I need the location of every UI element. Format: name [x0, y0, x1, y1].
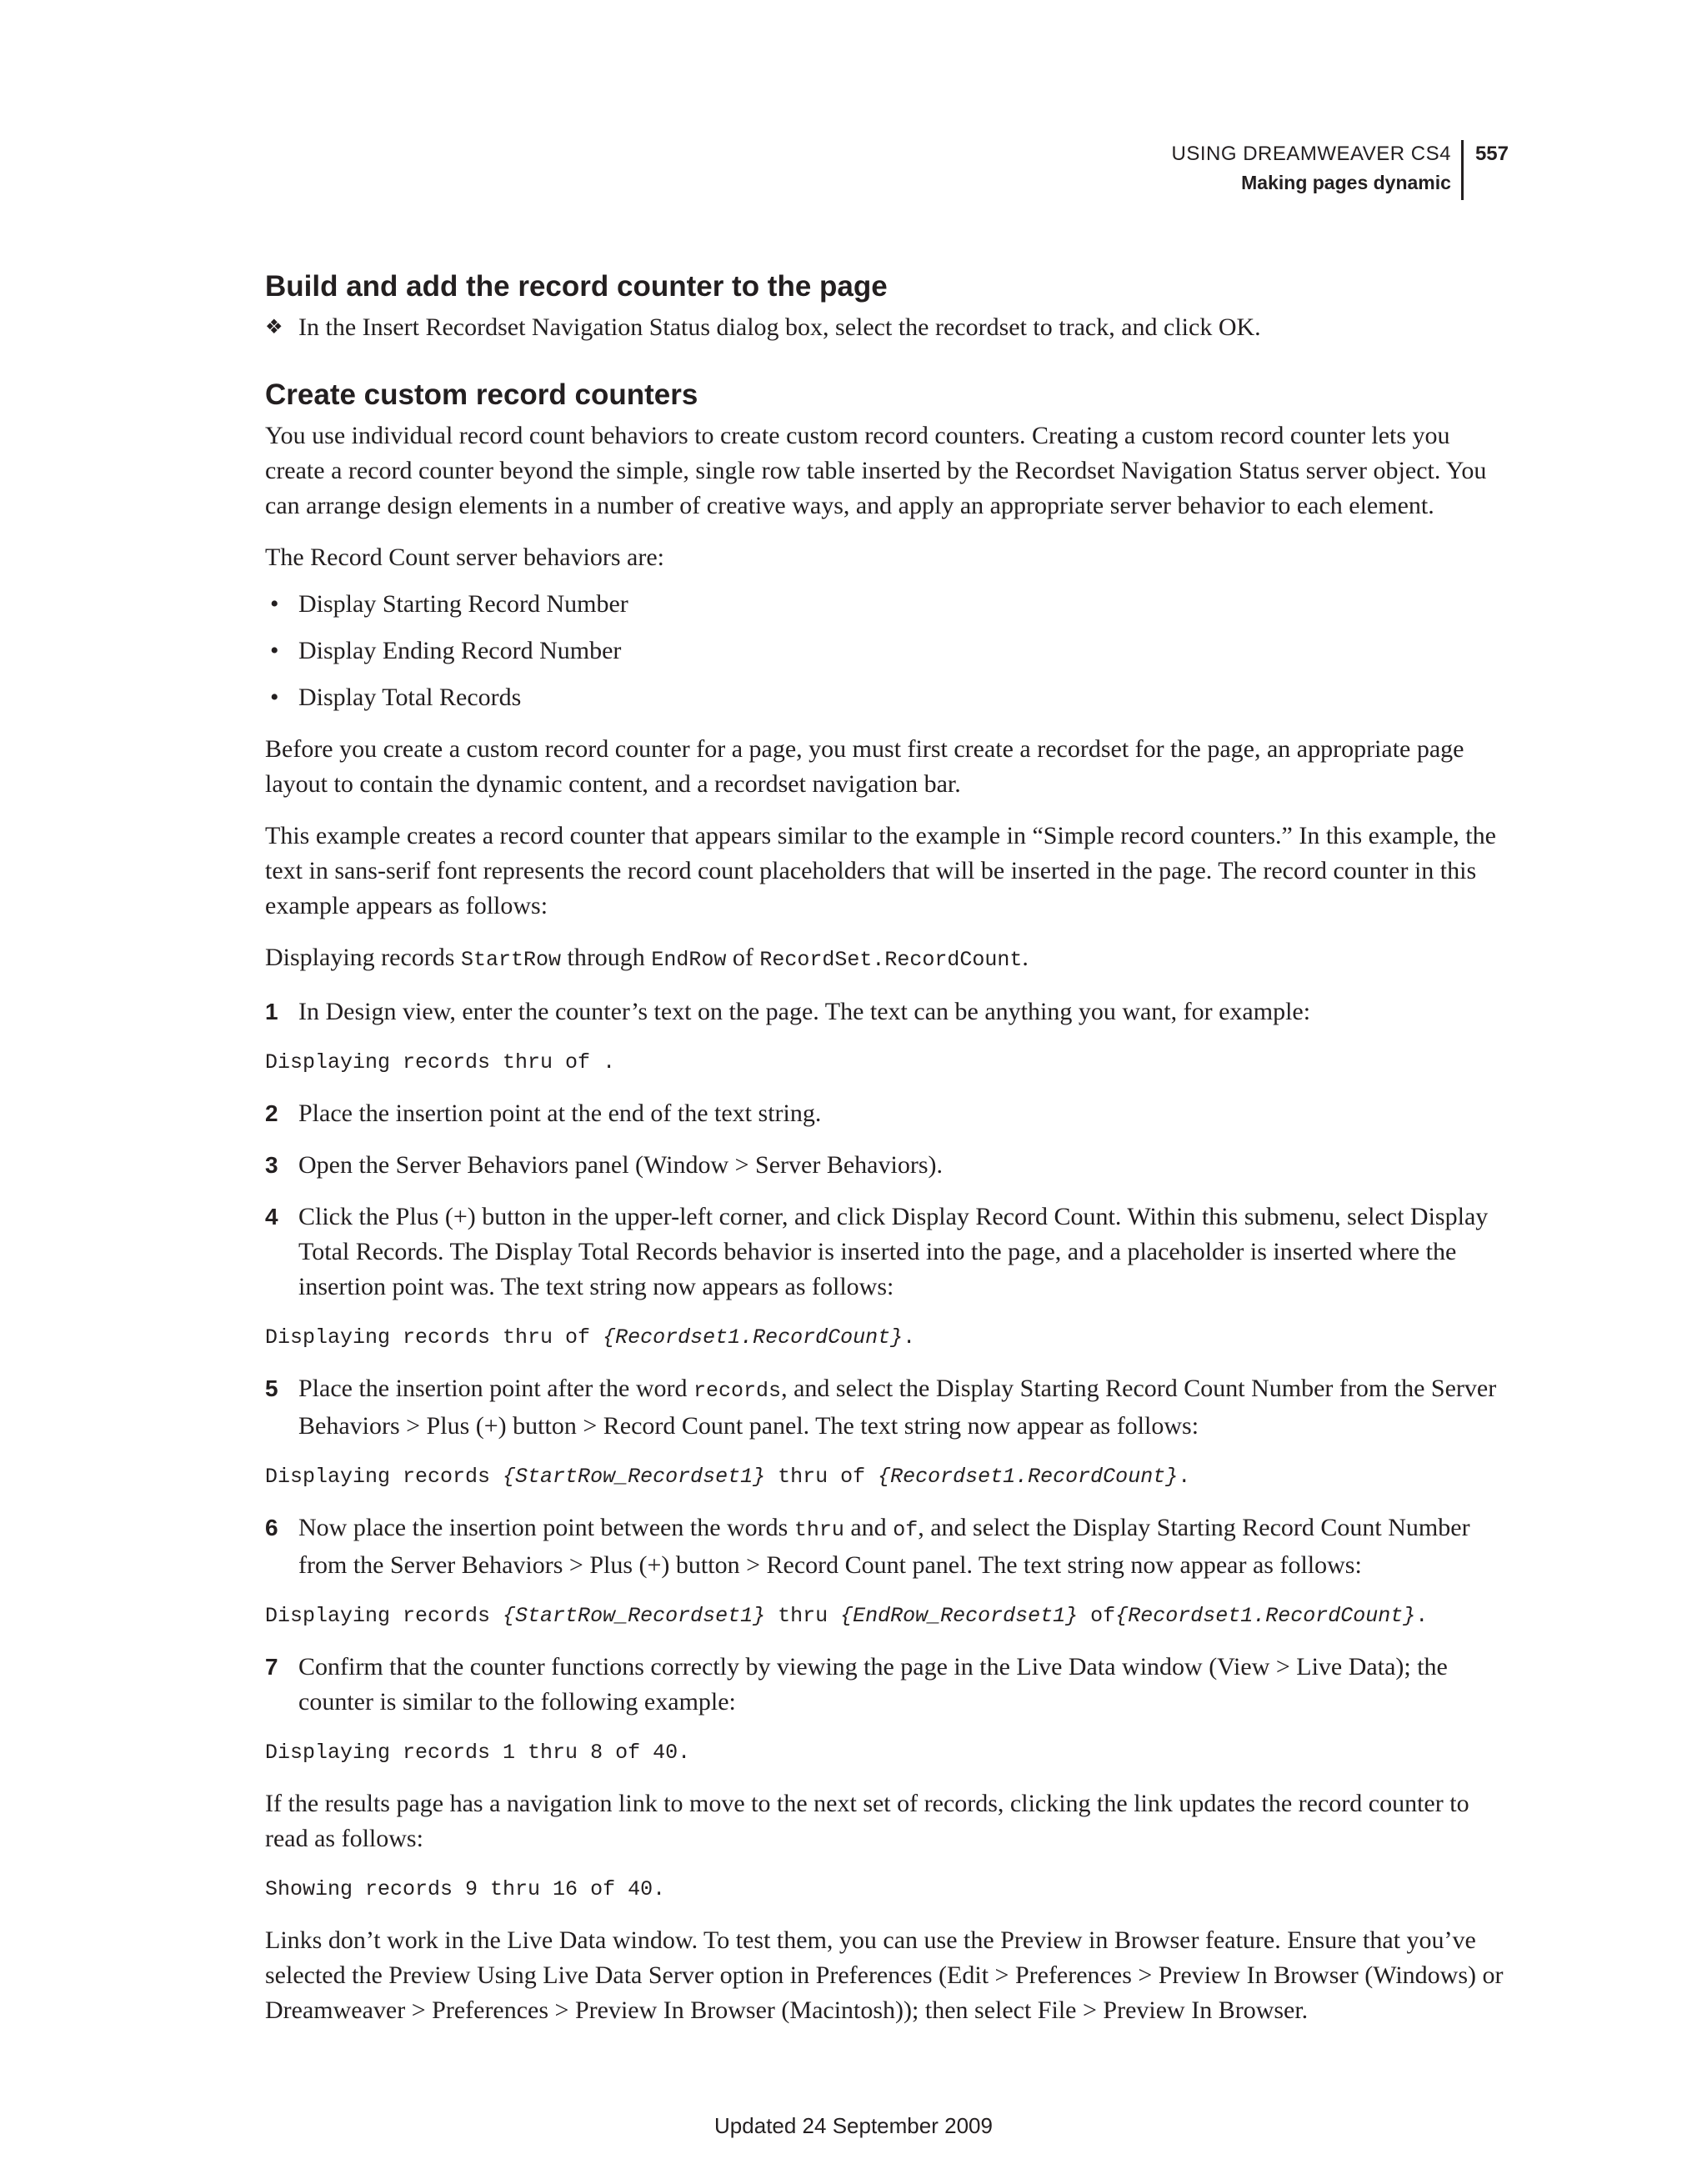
step-number: 3 [265, 1152, 278, 1178]
procedure-bullet [265, 310, 1507, 345]
code-example-results: Showing records 9 thru 16 of 40. [265, 1877, 666, 1901]
placeholder-text: {StartRow_Recordset1} [503, 1604, 766, 1628]
inline-code: StartRow [460, 948, 561, 972]
before-paragraph: Before you create a custom record counter for a page, you must first create a recordset for the page, an appropriate page layout to contain the dynamic content, and a recordset navigation bar. [265, 735, 1464, 798]
step-text: In Design view, enter the counter’s text on the page. The text can be anything you want, for example: [298, 998, 1311, 1025]
book-title: USING DREAMWEAVER CS4 [1171, 143, 1451, 165]
example-paragraph: This example creates a record counter that appears similar to the example in “Simple record counters.” In this example, the text in sans-serif font represents the record count placeholders that will be inserted in the page. The record counter in this example appears as follows: [265, 822, 1496, 919]
step-number: 7 [265, 1654, 278, 1680]
list-item: • Display Ending Record Number [265, 634, 1507, 669]
step-number: 4 [265, 1204, 278, 1230]
display-line: Displaying records StartRow through EndRow of RecordSet.RecordCount. [265, 944, 1029, 972]
step-text: Open the Server Behaviors panel (Window > Server Behaviors). [298, 1151, 943, 1179]
inline-code: RecordSet.RecordCount [759, 948, 1023, 972]
code-example-1: Displaying records thru of . [265, 1050, 616, 1074]
placeholder-text: {Recordset1.RecordCount} [878, 1465, 1179, 1489]
step-number: 6 [265, 1515, 278, 1540]
step-3 [265, 1148, 1507, 1183]
step-6 [265, 1510, 1507, 1583]
diamond-bullet-icon: ❖ [265, 317, 283, 338]
step-number: 2 [265, 1100, 278, 1126]
inline-code: thru [793, 1518, 844, 1542]
step-1 [265, 994, 1507, 1029]
behaviors-list [265, 587, 1507, 715]
step-text: Place the insertion point after the word records, and select the Display Starting Record Count Number from the Server Behaviors > Plus (+) button > Record Count panel. The text string now appear as follows: [298, 1375, 1497, 1440]
step-4 [265, 1200, 1507, 1305]
intro-paragraph: You use individual record count behaviors to create custom record counters. Creating a custom record counter lets you create a record counter beyond the simple, single row table inserted by the Recordset Navigation Status server object. You can arrange design elements in a number of creative ways, and apply an appropriate server behavior to each element. [265, 422, 1487, 519]
inline-code: records [693, 1379, 782, 1403]
inline-code: of [893, 1518, 919, 1542]
page-footer: Updated 24 September 2009 [714, 2113, 993, 2138]
bullet-icon: • [270, 637, 279, 664]
inline-code: EndRow [651, 948, 727, 972]
code-example-7: Displaying records 1 thru 8 of 40. [265, 1741, 691, 1765]
list-item: • Display Starting Record Number [265, 587, 1507, 622]
running-header [1172, 140, 1509, 200]
step-2 [265, 1096, 1507, 1131]
procedure-text: In the Insert Recordset Navigation Status dialog box, select the recordset to track, and click OK. [298, 313, 1261, 341]
code-example-4: Displaying records thru of {Recordset1.RecordCount}. [265, 1325, 916, 1350]
bullet-icon: • [270, 684, 279, 711]
results-paragraph: If the results page has a navigation link to move to the next set of records, clicking the link updates the record counter to read as follows: [265, 1790, 1469, 1852]
step-text: Place the insertion point at the end of the text string. [298, 1100, 822, 1127]
section-heading-build: Build and add the record counter to the page [265, 270, 888, 303]
code-example-5: Displaying records {StartRow_Recordset1} thru of {Recordset1.RecordCount}. [265, 1465, 1191, 1489]
section-heading-custom: Create custom record counters [265, 378, 698, 411]
step-text: Now place the insertion point between the words thru and of, and select the Display Starting Record Count Number from the Server Behaviors > Plus (+) button > Record Count panel. The text string now appear as follows: [298, 1514, 1470, 1579]
placeholder-text: {EndRow_Recordset1} [840, 1604, 1079, 1628]
code-example-6: Displaying records {StartRow_Recordset1} thru {EndRow_Recordset1} of{Recordset1.RecordCount}. [265, 1604, 1429, 1628]
step-5 [265, 1371, 1507, 1444]
chapter-title: Making pages dynamic [1241, 172, 1451, 193]
list-item: • Display Total Records [265, 680, 1507, 715]
step-number: 5 [265, 1375, 278, 1401]
page-content [265, 267, 1507, 2028]
step-7 [265, 1650, 1507, 1720]
links-paragraph: Links don’t work in the Live Data window. To test them, you can use the Preview in Browser feature. Ensure that you’ve selected the Preview Using Live Data Server option in Preferences (Edit > Preferences > Preview In Browser (Windows) or Dreamweaver > Preferences > Preview In Browser (Macintosh)); then select File > Preview In Browser. [265, 1926, 1504, 2024]
placeholder-text: {Recordset1.RecordCount} [603, 1325, 904, 1350]
running-header-text [1172, 140, 1464, 200]
behaviors-lead: The Record Count server behaviors are: [265, 543, 664, 571]
placeholder-text: {Recordset1.RecordCount} [1115, 1604, 1416, 1628]
page-number: 557 [1474, 143, 1509, 165]
step-text: Confirm that the counter functions correctly by viewing the page in the Live Data window (View > Live Data); the counter is similar to the following example: [298, 1653, 1448, 1716]
step-text: Click the Plus (+) button in the upper-left corner, and click Display Record Count. Within this submenu, select Display Total Records. The Display Total Records behavior is inserted into the page, and a placeholder is inserted where the insertion point was. The text string now appears as follows: [298, 1203, 1489, 1300]
placeholder-text: {StartRow_Recordset1} [503, 1465, 766, 1489]
bullet-icon: • [270, 590, 279, 618]
step-number: 1 [265, 999, 278, 1024]
